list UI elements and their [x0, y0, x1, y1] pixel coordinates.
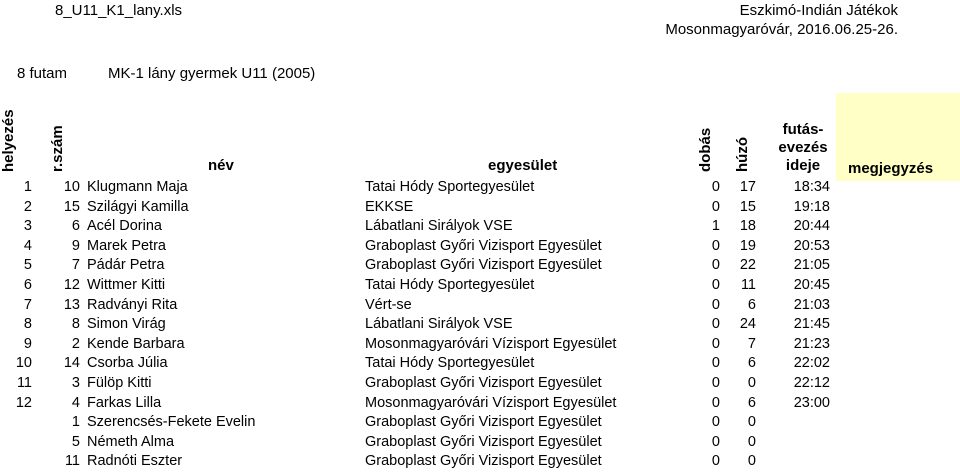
cell-dobas: 0: [711, 179, 720, 195]
cell-rajtszam: 15: [63, 198, 80, 215]
cell-egyesulet: Tatai Hódy Sportegyesület: [365, 179, 535, 195]
cell-nev: Pádár Petra: [87, 257, 165, 274]
cell-ido: 18:34: [793, 179, 830, 195]
cell-nev: Marek Petra: [87, 237, 166, 254]
table-row: [0, 217, 960, 237]
table-row: [0, 354, 960, 374]
cell-huzo: 6: [747, 296, 756, 313]
cell-helyezes: 1: [23, 179, 32, 195]
cell-nev: Klugmann Maja: [87, 179, 188, 195]
cell-huzo: 0: [747, 433, 756, 450]
cell-egyesulet: Graboplast Győri Vizisport Egyesület: [365, 257, 602, 274]
col-header-futas-2: evezés: [778, 139, 828, 156]
cell-rajtszam: 4: [71, 394, 80, 411]
cell-huzo: 7: [747, 335, 756, 352]
table-row: [0, 276, 960, 296]
race-title: MK-1 lány gyermek U11 (2005): [108, 65, 316, 82]
cell-egyesulet: EKKSE: [365, 198, 414, 215]
cell-rajtszam: 8: [71, 316, 80, 333]
cell-ido: 19:18: [793, 198, 830, 215]
file-name: 8_U11_K1_lany.xls: [55, 2, 183, 19]
cell-huzo: 0: [747, 414, 756, 431]
col-header-megjegyzes: megjegyzés: [848, 160, 934, 177]
cell-huzo: 19: [739, 237, 756, 254]
cell-dobas: 0: [711, 335, 720, 352]
col-header-egyesulet: egyesület: [488, 157, 558, 174]
cell-egyesulet: Vért-se: [365, 296, 412, 313]
col-header-futas-1: futás-: [782, 121, 824, 138]
table-row: [0, 315, 960, 335]
col-header-futas-3: ideje: [785, 157, 821, 174]
col-header-huzo: húzó: [734, 137, 751, 172]
cell-dobas: 0: [711, 375, 720, 391]
cell-ido: 20:44: [793, 218, 830, 235]
cell-egyesulet: Lábatlani Sirályok VSE: [365, 218, 513, 235]
cell-ido: 22:02: [793, 355, 830, 372]
cell-ido: 20:45: [793, 277, 830, 293]
cell-huzo: 11: [740, 277, 756, 293]
cell-rajtszam: 14: [63, 355, 80, 372]
cell-ido: 21:05: [793, 257, 830, 274]
table-row: [0, 178, 960, 198]
cell-helyezes: 5: [23, 257, 32, 274]
cell-huzo: 0: [747, 453, 756, 470]
cell-nev: Szilágyi Kamilla: [87, 198, 189, 215]
cell-rajtszam: 1: [71, 414, 80, 431]
cell-huzo: 24: [739, 316, 756, 333]
table-row: [0, 335, 960, 355]
cell-dobas: 0: [711, 355, 720, 372]
cell-dobas: 0: [711, 394, 720, 411]
cell-egyesulet: Mosonmagyaróvári Vízisport Egyesület: [365, 394, 617, 411]
cell-ido: 20:53: [793, 237, 830, 254]
cell-huzo: 6: [747, 355, 756, 372]
cell-dobas: 1: [711, 218, 720, 235]
cell-rajtszam: 3: [71, 375, 80, 391]
table-row: [0, 296, 960, 316]
cell-ido: 21:45: [793, 316, 830, 333]
cell-egyesulet: Tatai Hódy Sportegyesület: [365, 277, 535, 293]
cell-helyezes: 2: [23, 198, 32, 215]
cell-huzo: 0: [747, 375, 756, 391]
table-row: [0, 433, 960, 453]
cell-nev: Simon Virág: [87, 316, 166, 333]
table-row: [0, 237, 960, 257]
cell-nev: Szerencsés-Fekete Evelin: [87, 414, 256, 431]
cell-rajtszam: 9: [71, 237, 80, 254]
col-header-helyezes: helyezés: [0, 109, 17, 172]
table-row: [0, 256, 960, 276]
cell-huzo: 17: [739, 179, 756, 195]
cell-helyezes: 12: [15, 394, 32, 411]
cell-ido: 21:03: [793, 296, 830, 313]
cell-dobas: 0: [711, 277, 720, 293]
cell-helyezes: 7: [23, 296, 32, 313]
col-header-rszam: r.szám: [49, 125, 66, 172]
cell-helyezes: 4: [23, 237, 32, 254]
cell-ido: 22:12: [793, 375, 830, 391]
event-name: Eszkimó-Indián Játékok: [739, 2, 898, 19]
cell-dobas: 0: [711, 433, 720, 450]
cell-egyesulet: Graboplast Győri Vizisport Egyesület: [365, 237, 602, 254]
cell-rajtszam: 7: [71, 257, 80, 274]
cell-rajtszam: 6: [71, 218, 80, 235]
cell-ido: 23:00: [793, 394, 830, 411]
cell-egyesulet: Graboplast Győri Vizisport Egyesület: [365, 414, 602, 431]
cell-nev: Kende Barbara: [87, 335, 185, 352]
cell-egyesulet: Mosonmagyaróvári Vízisport Egyesület: [365, 335, 617, 352]
cell-huzo: 18: [739, 218, 756, 235]
table-row: [0, 198, 960, 218]
cell-egyesulet: Graboplast Győri Vizisport Egyesület: [365, 453, 602, 470]
cell-nev: Farkas Lilla: [87, 394, 162, 411]
col-header-nev: név: [208, 157, 234, 174]
cell-dobas: 0: [711, 316, 720, 333]
cell-ido: 21:23: [793, 335, 830, 352]
cell-helyezes: 3: [23, 218, 32, 235]
cell-rajtszam: 10: [63, 179, 80, 195]
cell-dobas: 0: [711, 296, 720, 313]
cell-egyesulet: Tatai Hódy Sportegyesület: [365, 355, 535, 372]
cell-nev: Radványi Rita: [87, 296, 178, 313]
col-header-dobas: dobás: [697, 127, 714, 172]
cell-rajtszam: 5: [71, 433, 80, 450]
cell-helyezes: 9: [23, 335, 32, 352]
cell-huzo: 15: [739, 198, 756, 215]
cell-dobas: 0: [711, 198, 720, 215]
cell-dobas: 0: [711, 257, 720, 274]
cell-nev: Csorba Júlia: [87, 355, 168, 372]
cell-helyezes: 10: [15, 355, 32, 372]
cell-helyezes: 6: [23, 277, 32, 293]
cell-rajtszam: 13: [63, 296, 80, 313]
cell-nev: Németh Alma: [87, 433, 175, 450]
cell-helyezes: 8: [23, 316, 32, 333]
table-row: [0, 452, 960, 472]
cell-egyesulet: Lábatlani Sirályok VSE: [365, 316, 513, 333]
cell-nev: Wittmer Kitti: [87, 277, 166, 293]
location-date: Mosonmagyaróvár, 2016.06.25-26.: [665, 21, 898, 38]
cell-dobas: 0: [711, 414, 720, 431]
cell-rajtszam: 2: [71, 335, 80, 352]
cell-huzo: 22: [739, 257, 756, 274]
cell-dobas: 0: [711, 453, 720, 470]
table-row: [0, 394, 960, 414]
cell-huzo: 6: [747, 394, 756, 411]
cell-rajtszam: 12: [63, 277, 80, 293]
cell-egyesulet: Graboplast Győri Vizisport Egyesület: [365, 375, 602, 391]
cell-nev: Fülöp Kitti: [87, 375, 152, 391]
table-row: [0, 413, 960, 433]
cell-nev: Acél Dorina: [87, 218, 162, 235]
table-row: [0, 374, 960, 394]
race-number: 8 futam: [17, 65, 68, 82]
cell-rajtszam: 11: [64, 453, 80, 470]
cell-dobas: 0: [711, 237, 720, 254]
cell-egyesulet: Graboplast Győri Vizisport Egyesület: [365, 433, 602, 450]
cell-helyezes: 11: [16, 375, 32, 391]
cell-nev: Radnóti Eszter: [87, 453, 183, 470]
